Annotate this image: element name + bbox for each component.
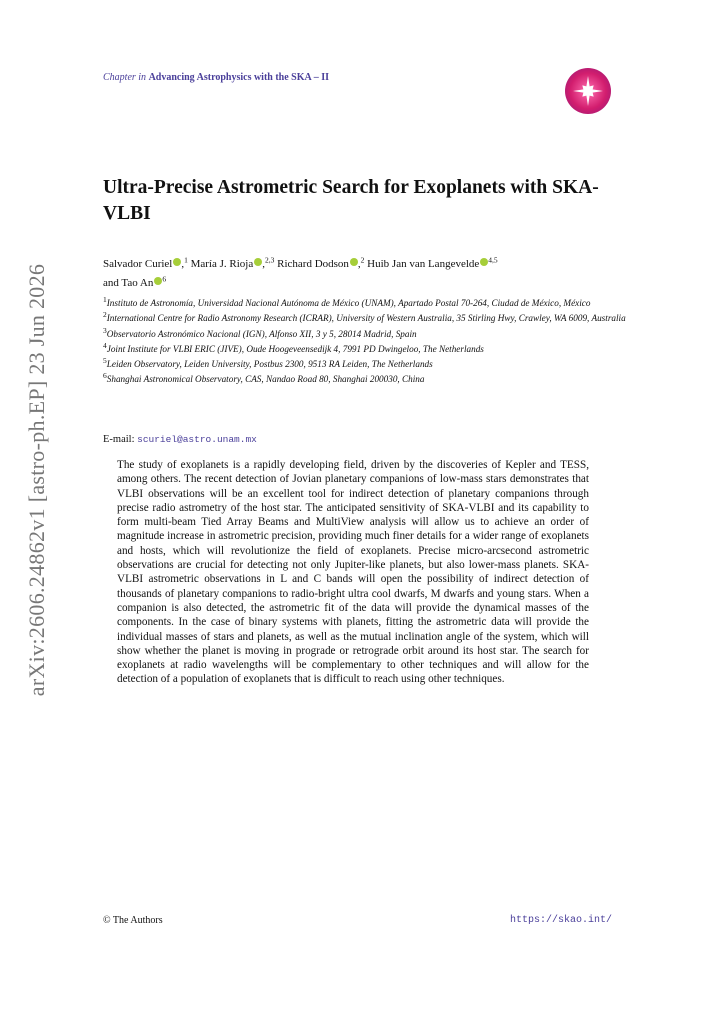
orcid-icon[interactable]: [173, 258, 181, 266]
paper-title: Ultra-Precise Astrometric Search for Exoplanets with SKA-VLBI: [103, 177, 599, 224]
author-list: [103, 252, 633, 291]
chapter-line: [103, 72, 329, 83]
arxiv-identifier: arXiv:2606.24862v1 [astro-ph.EP] 23 Jun 2026: [24, 263, 49, 697]
affiliation: $^3$Observatorio Astronómico Nacional (IGN), Alfonso XII, 3 y 5, 28014 Madrid, Spain: [103, 325, 417, 339]
footer-url-link[interactable]: https://skao.int/: [510, 915, 613, 926]
orcid-icon[interactable]: [254, 258, 262, 266]
ska-star-logo: [565, 68, 611, 114]
arxiv-sidebar: [7, 260, 67, 700]
affiliation: $^5$Leiden Observatory, Leiden University, Postbus 2300, 9513 RA Leiden, The Netherlands: [103, 356, 433, 370]
email-line: [103, 434, 257, 445]
orcid-icon[interactable]: [350, 258, 358, 266]
affiliation-list: [103, 294, 633, 386]
author: and Tao An $^6$: [103, 274, 167, 290]
affiliation: $^1$Instituto de Astronomía, Universidad Nacional Autónoma de México (UNAM), Apartado Postal 70-264, Ciudad de México, México: [103, 295, 591, 309]
affiliation: $^4$Joint Institute for VLBI ERIC (JIVE), Oude Hoogeveensedijk 4, 7991 PD Dwingeloo, The Netherlands: [103, 340, 484, 354]
email-label: E-mail:: [103, 434, 135, 445]
affiliation: $^2$International Centre for Radio Astronomy Research (ICRAR), University of Western Australia, 35 Stirling Hwy, Crawley, WA 6009, Australia: [103, 310, 626, 324]
author: María J. Rioja ,$^{2,3}$: [190, 255, 275, 270]
copyright: © The Authors: [103, 915, 163, 926]
book-title: Advancing Astrophysics with the SKA – II: [148, 72, 329, 83]
abstract: The study of exoplanets is a rapidly developing field, driven by the discoveries of Kepler and TESS, among others. The recent detection of Jovian planetary companions of low-mass stars demonstrates that VLBI observations will be an excellent tool for indirect detection of planetary companions through precise radio astrometry of the host star. The anticipated sensitivity of SKA-VLBI and its capability to form multi-beam Tied Array Beams and MultiView analysis will allow us to achieve an order of magnitude increase in astrometric precision, providing much finer details for a wider range of exoplanets and hosts, which will revolutionize the field of exoplanets. Precise micro-arcsecond astrometric observations are crucial for detecting not only Jupiter-like planets, but also lower-mass planets. SKA-VLBI astrometric observations in L and C bands will open the possibility of indirect detection of thousands of planetary companions to radio-bright ultra cool dwarfs, M dwarfs and young stars. When a companion is also detected, the astrometric fit of the data will provide the dynamical masses of the components. In the case of binary systems with planets, fitting the astrometric data will provide the individual masses of stars and planets, as well as the mutual inclination angle of the system, which will show whether the planet is moving in prograde or retrograde orbit around its host star. The search for exoplanets at radio wavelengths will be complementary to other techniques and will allow for the detection of a population of exoplanets that is difficult to reach using other techniques.: [117, 459, 589, 686]
affiliation: $^6$Shanghai Astronomical Observatory, CAS, Nandao Road 80, Shanghai 200030, China: [103, 371, 425, 385]
chapter-prefix: Chapter in: [103, 72, 147, 83]
author: Huib Jan van Langevelde $^{4,5}$: [367, 255, 498, 270]
author: Richard Dodson ,$^2$: [277, 255, 365, 270]
email-link[interactable]: scuriel@astro.unam.mx: [137, 434, 257, 445]
author: Salvador Curiel ,$^1$: [103, 255, 188, 270]
